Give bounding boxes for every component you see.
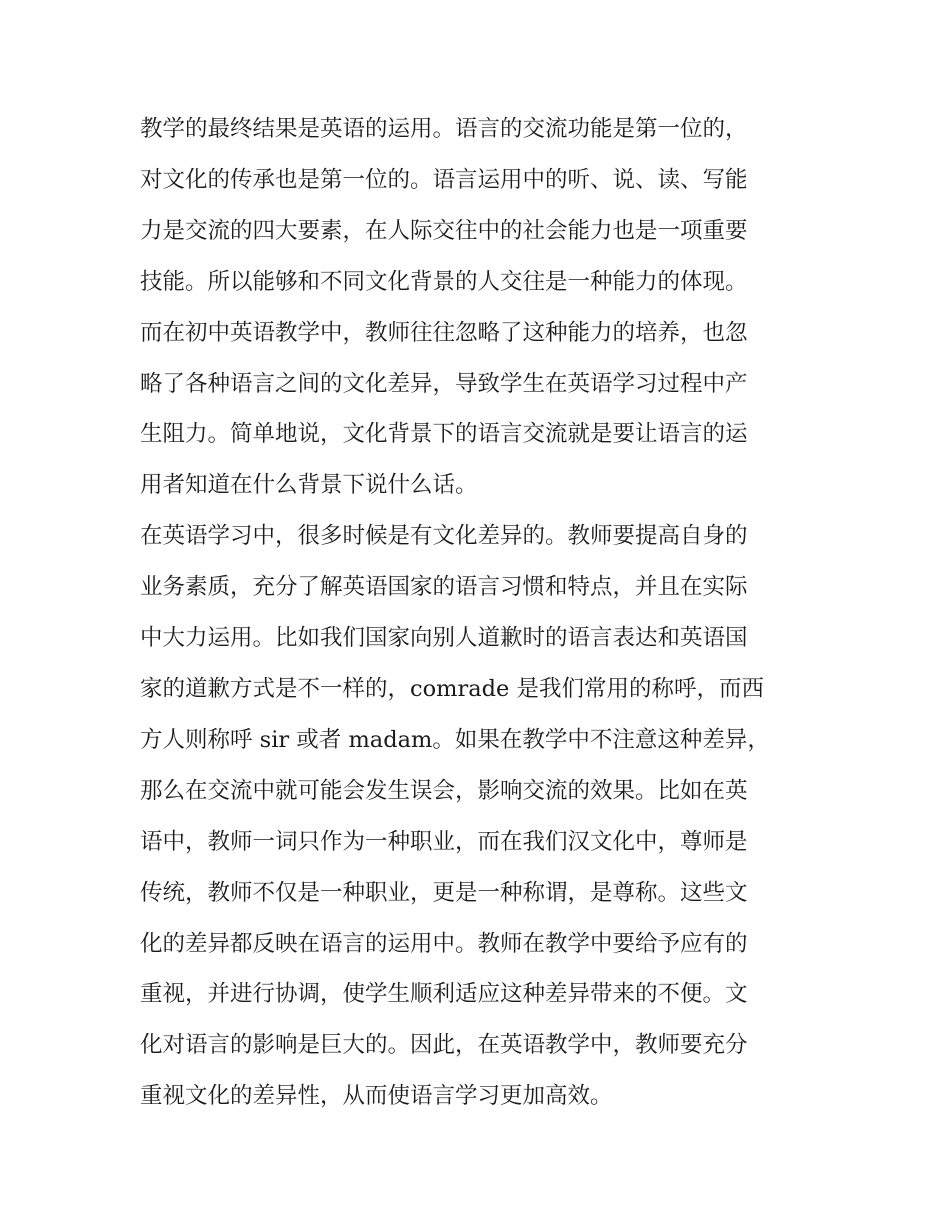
text-line: 那么在交流中就可能会发生误会，影响交流的效果。比如在英: [140, 777, 748, 804]
text-line: 对文化的传承也是第一位的。语言运用中的听、说、读、写能: [140, 166, 748, 193]
text-line: 生阻力。简单地说，文化背景下的语言交流就是要让语言的运: [140, 421, 748, 448]
text-line: 用者知道在什么背景下说什么话。: [140, 472, 478, 499]
text-line: 而在初中英语教学中，教师往往忽略了这种能力的培养，也忽: [140, 319, 748, 346]
text-line: 业务素质，充分了解英语国家的语言习惯和特点，并且在实际: [140, 574, 748, 601]
text-line: 重视文化的差异性，从而使语言学习更加高效。: [140, 1083, 613, 1110]
text-line: 略了各种语言之间的文化差异，导致学生在英语学习过程中产: [140, 370, 748, 397]
text-line: 重视，并进行协调，使学生顺利适应这种差异带来的不便。文: [140, 981, 748, 1008]
paragraph-cultural-differences: [140, 511, 812, 1122]
text-line: 方人则称呼 sir 或者 madam。如果在教学中不注意这种差异，: [140, 726, 770, 753]
text-line: 传统，教师不仅是一种职业，更是一种称谓，是尊称。这些文: [140, 879, 748, 906]
text-line: 化的差异都反映在语言的运用中。教师在教学中要给予应有的: [140, 930, 748, 957]
text-line: 家的道歉方式是不一样的，comrade 是我们常用的称呼，而西: [140, 675, 765, 702]
text-line: 化对语言的影响是巨大的。因此，在英语教学中，教师要充分: [140, 1032, 748, 1059]
text-line: 在英语学习中，很多时候是有文化差异的。教师要提高自身的: [140, 523, 748, 550]
text-line: 教学的最终结果是英语的运用。语言的交流功能是第一位的，: [140, 116, 748, 142]
text-line: 中大力运用。比如我们国家向别人道歉时的语言表达和英语国: [140, 625, 748, 652]
text-line: 力是交流的四大要素，在人际交往中的社会能力也是一项重要: [140, 217, 748, 244]
text-line: 技能。所以能够和不同文化背景的人交往是一种能力的体现。: [140, 268, 748, 295]
document-body: [140, 104, 812, 1122]
text-line: 语中，教师一词只作为一种职业，而在我们汉文化中，尊师是: [140, 828, 748, 855]
paragraph-culture-communication: [140, 104, 812, 511]
